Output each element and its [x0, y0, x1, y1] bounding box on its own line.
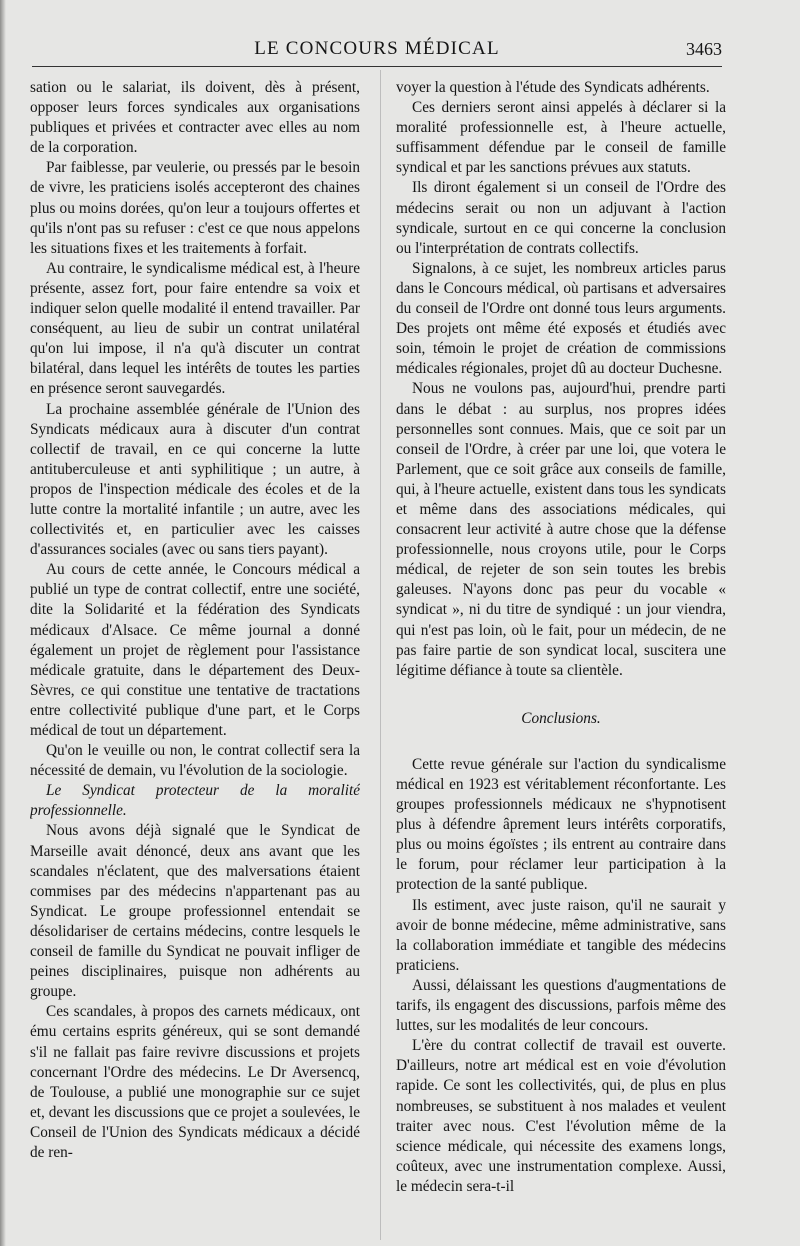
running-title: LE CONCOURS MÉDICAL [254, 38, 500, 59]
paragraph: Nous avons déjà signalé que le Syndicat de Marseille avait dénoncé, deux ans avant que les scandales n'éclatent, que des malversations étaient commises par des médecins n'appartenant pas au Syndicat. Le groupe professionnel entendait se désolidariser de certains médecins, contre lesquels le conseil de famille du Syndicat ne pouvait infliger de peines disciplinaires, puisque non adhérents au groupe. [30, 822, 360, 1001]
page-edge-shadow [0, 0, 6, 1246]
section-heading: Conclusions. [521, 709, 601, 727]
paragraph: La prochaine assemblée générale de l'Union des Syndicats médicaux aura à discuter d'un contrat collectif de travail, en ce qui concerne la lutte antituberculeuse et anti syphilitique ; un autre, à propos de l'inspection médicale des écoles et de la lutte contre la mortalité infantile ; un autre, avec les collectivités et, en particulier avec les caisses d'assurances sociales (avec ou sans tiers payant). [30, 400, 360, 559]
paragraph: Ils estiment, avec juste raison, qu'il ne saurait y avoir de bonne médecine, même administrative, sans la collaboration immédiate et tangible des médecins praticiens. [396, 896, 726, 974]
section-subheading: Le Syndicat protecteur de la moralité professionnelle. [30, 782, 360, 820]
paragraph: Au contraire, le syndicalisme médical est, à l'heure présente, assez fort, pour faire entendre sa voix et indiquer selon quelle modalité il entend travailler. Par conséquent, au lieu de subir un contrat unilatéral qu'on lui impose, il n'a qu'à discuter un contrat bilatéral, dans lequel les intérêts de toutes les parties en présence seront sauvegardés. [30, 259, 360, 398]
paragraph: voyer la question à l'étude des Syndicats adhérents. [396, 79, 710, 96]
paragraph: Qu'on le veuille ou non, le contrat collectif sera la nécessité de demain, vu l'évolution de la sociologie. [30, 742, 360, 780]
paragraph: sation ou le salariat, ils doivent, dès à présent, opposer leurs forces syndicales aux organisations publiques et privées et contracter avec elles au nom de la corporation. [30, 79, 360, 157]
left-column [30, 78, 360, 1228]
column-divider [380, 70, 381, 1240]
paragraph: Par faiblesse, par veulerie, ou pressés par le besoin de vivre, les praticiens isolés accepteront des chaines plus ou moins dorées, qu'on leur a toujours offertes et qu'ils n'ont pas su refuser : c'est ce que nous appelons les situations fixes et les traitements à forfait. [30, 159, 360, 257]
page-header [32, 36, 722, 67]
paragraph: L'ère du contrat collectif de travail est ouverte. D'ailleurs, notre art médical est en voie d'évolution rapide. Ce sont les collectivités, qui, de plus en plus nombreuses, se substituent à nos malades et veulent traiter avec nous. C'est l'évolution même de la science médicale, qui nécessite des examens longs, coûteux, avec une instrumentation complexe. Aussi, le médecin sera-t-il [396, 1037, 726, 1195]
right-column [396, 78, 726, 1228]
paragraph: Cette revue générale sur l'action du syndicalisme médical en 1923 est véritablement réconfortante. Les groupes professionnels médicaux ne s'hypnotisent plus à défendre âprement leurs intérêts corporatifs, plus ou moins égoïstes ; ils entrent au contraire dans le forum, pour réclamer leur participation à la protection de la santé publique. [396, 755, 726, 894]
paragraph: Ces scandales, à propos des carnets médicaux, ont ému certains esprits généreux, qui se sont demandé s'il ne fallait pas faire revivre discussions et projets concernant l'Ordre des médecins. Le Dr Aversencq, de Toulouse, a publié une monographie sur ce sujet et, devant les discussions que ce projet a soulevées, le Conseil de l'Union des Syndicats médicaux a décidé de ren- [30, 1003, 360, 1161]
paragraph: Ils diront également si un conseil de l'Ordre des médecins serait ou non un adjuvant à l'action syndicale, surtout en ce qui concerne la conclusion ou l'interprétation de contrats collectifs. [396, 179, 726, 257]
paragraph: Aussi, délaissant les questions d'augmentations de tarifs, ils engagent des discussions, parfois même des luttes, sur les modalités de leur concours. [396, 976, 726, 1035]
page-number: 3463 [686, 39, 722, 59]
paragraph: Signalons, à ce sujet, les nombreux articles parus dans le Concours médical, où partisans et adversaires du conseil de l'Ordre ont donné tous leurs arguments. Des projets ont même été exposés et étudiés avec soin, témoin le projet de création de commissions médicales régionales, projet dû au docteur Duchesne. [396, 259, 726, 378]
paragraph: Nous ne voulons pas, aujourd'hui, prendre parti dans le débat : au surplus, nos propres idées personnelles sont connues. Mais, que ce soit par un conseil de l'Ordre, à créer par une loi, que votera le Parlement, que ce soit grâce aux conseils de famille, qui, à l'heure actuelle, existent dans tous les syndicats et même dans des associations médicales, qui consacrent leur activité à autre chose que la défense professionnelle, nous croyons utile, pour le Corps médical, de rejeter de son sein toutes les brebis galeuses. N'ayons donc pas peur du vocable « syndicat », ni du titre de syndiqué : un jour viendra, qui n'est pas loin, où le fait, pour un médecin, de ne pas faire partie de son syndicat local, suscitera une légitime défiance à toute sa clientèle. [396, 380, 726, 679]
paragraph: Au cours de cette année, le Concours médical a publié un type de contrat collectif, entre une société, dite la Solidarité et la fédération des Syndicats médicaux d'Alsace. Ce même journal a donné également un projet de règlement pour l'assistance médicale gratuite, dans le département des Deux-Sèvres, ce qui constitue une tentative de tractations entre collectivité publique d'une part, et le Corps médical de tout un département. [30, 561, 360, 739]
paragraph: Ces derniers seront ainsi appelés à déclarer si la moralité professionnelle est, à l'heure actuelle, suffisamment défendue par le conseil de famille syndical et par les sanctions prévues aux statuts. [396, 99, 726, 177]
